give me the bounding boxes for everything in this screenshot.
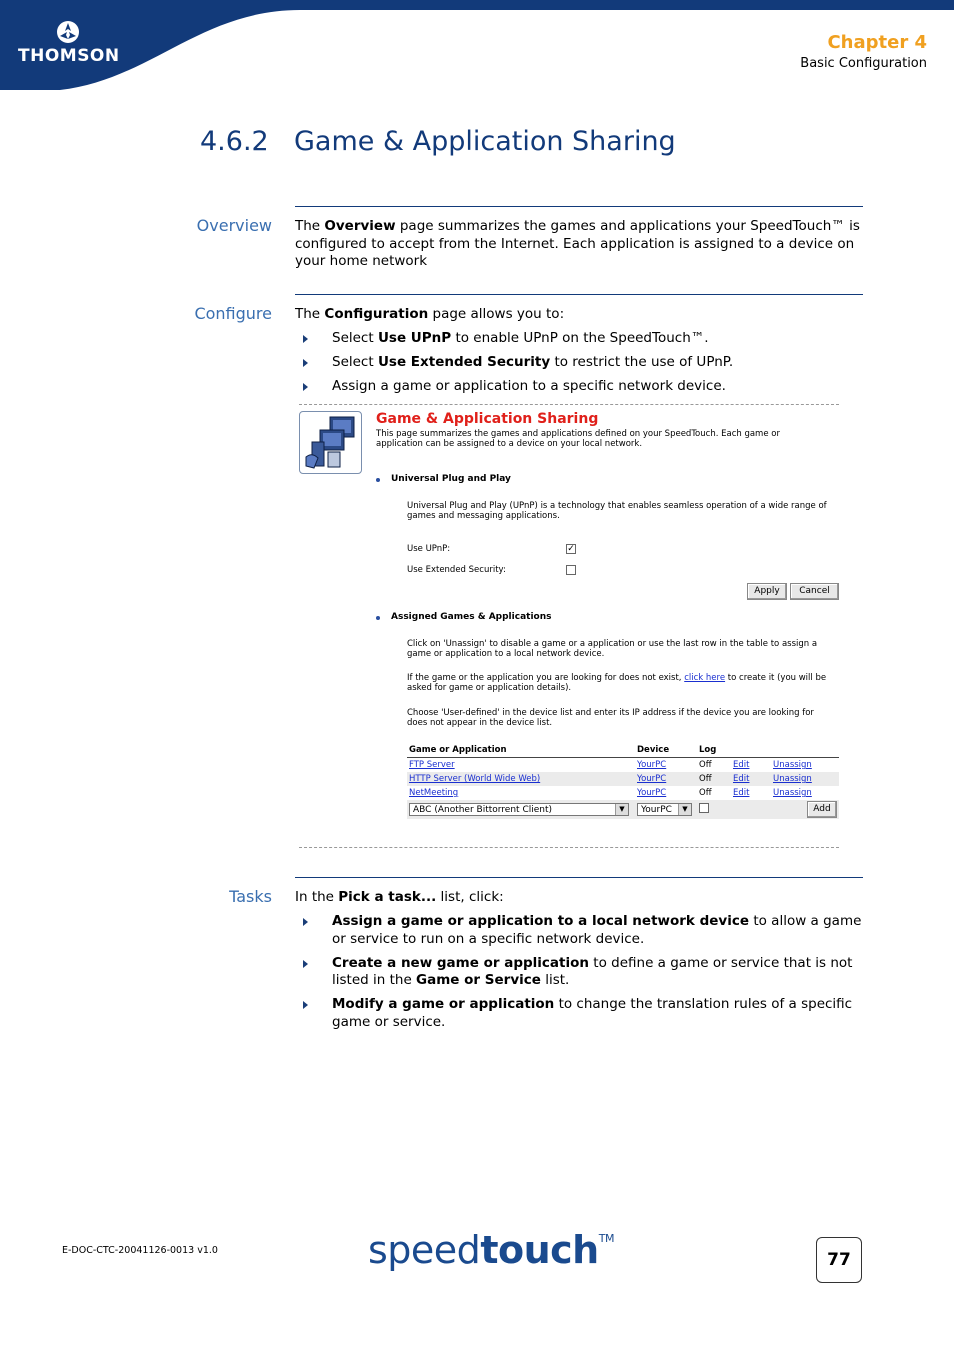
list-item: Select Use UPnP to enable UPnP on the SpeedTouch™. bbox=[295, 330, 865, 348]
speedtouch-logo: speedtouch™ bbox=[368, 1228, 614, 1272]
log-checkbox[interactable] bbox=[699, 803, 709, 813]
configure-intro: The Configuration page allows you to: bbox=[295, 306, 565, 322]
chapter-header bbox=[800, 32, 927, 71]
list-item: Assign a game or application to a specific network device. bbox=[295, 378, 865, 396]
dropdown-arrow-icon: ▼ bbox=[678, 804, 691, 815]
overview-rule bbox=[295, 206, 863, 207]
edit-link[interactable]: Edit bbox=[733, 774, 750, 784]
arrow-bullet-icon bbox=[303, 1001, 308, 1009]
screenshot-bottom-border bbox=[299, 847, 839, 848]
tasks-rule bbox=[295, 877, 863, 878]
device-link[interactable]: YourPC bbox=[637, 760, 667, 770]
device-link[interactable]: YourPC bbox=[637, 788, 667, 798]
list-item: Select Use Extended Security to restrict the use of UPnP. bbox=[295, 354, 865, 372]
configure-rule bbox=[295, 294, 863, 295]
col-unassign bbox=[771, 742, 839, 758]
chapter-number: Chapter 4 bbox=[827, 32, 927, 53]
dropdown-arrow-icon: ▼ bbox=[615, 804, 628, 815]
thomson-logo bbox=[18, 20, 118, 66]
page-number: 77 bbox=[816, 1237, 862, 1283]
app-select[interactable]: ABC (Another Bittorrent Client) ▼ bbox=[409, 803, 629, 816]
section-number: 4.6.2 bbox=[200, 126, 269, 157]
unassign-link[interactable]: Unassign bbox=[773, 774, 812, 784]
col-edit bbox=[731, 742, 771, 758]
table-header-row bbox=[407, 742, 839, 758]
list-item: Assign a game or application to a local network device to allow a game or service to run on a specific network device. bbox=[295, 913, 865, 948]
use-upnp-checkbox[interactable]: ✓ bbox=[567, 544, 575, 554]
section-title bbox=[200, 126, 676, 157]
arrow-bullet-icon bbox=[303, 359, 308, 367]
tasks-heading: Tasks bbox=[229, 887, 272, 906]
ext-security-label: Use Extended Security: bbox=[407, 565, 506, 575]
col-game: Game or Application bbox=[407, 742, 635, 758]
document-id: E-DOC-CTC-20041126-0013 v1.0 bbox=[62, 1245, 218, 1256]
tasks-list bbox=[295, 913, 865, 1031]
arrow-bullet-icon bbox=[303, 960, 308, 968]
device-link[interactable]: YourPC bbox=[637, 774, 667, 784]
computers-icon bbox=[300, 412, 361, 473]
log-value: Off bbox=[697, 772, 731, 786]
table-row bbox=[407, 786, 839, 800]
assigned-heading: Assigned Games & Applications bbox=[391, 612, 552, 622]
tasks-intro: In the Pick a task... list, click: bbox=[295, 889, 504, 905]
app-link[interactable]: NetMeeting bbox=[409, 788, 459, 798]
embedded-screenshot bbox=[299, 408, 839, 838]
use-upnp-label: Use UPnP: bbox=[407, 544, 451, 554]
screenshot-top-border bbox=[299, 404, 839, 405]
overview-heading: Overview bbox=[196, 216, 272, 235]
chapter-subtitle: Basic Configuration bbox=[800, 56, 927, 71]
assigned-para3: Choose 'User-defined' in the device list and enter its IP address if the device you are looking for does not appear in the device list. bbox=[407, 708, 814, 728]
section-name: Game & Application Sharing bbox=[294, 126, 676, 157]
edit-link[interactable]: Edit bbox=[733, 788, 750, 798]
arrow-bullet-icon bbox=[303, 383, 308, 391]
unassign-link[interactable]: Unassign bbox=[773, 788, 812, 798]
assigned-para2: If the game or the application you are looking for does not exist, click here to create it (you will be asked for game or application details). bbox=[407, 673, 827, 693]
screenshot-title: Game & Application Sharing bbox=[376, 411, 599, 427]
upnp-heading: Universal Plug and Play bbox=[391, 474, 511, 484]
device-select[interactable]: YourPC ▼ bbox=[637, 803, 692, 816]
list-item: Modify a game or application to change the translation rules of a specific game or service. bbox=[295, 996, 865, 1031]
add-button[interactable]: Add bbox=[807, 801, 837, 818]
screenshot-desc: This page summarizes the games and applications defined on your SpeedTouch. Each game or application can be assigned to a device on your local network. bbox=[376, 429, 780, 449]
upnp-desc: Universal Plug and Play (UPnP) is a technology that enables seamless operation of a wide range of games and messaging applications. bbox=[407, 501, 827, 521]
game-sharing-icon bbox=[299, 411, 362, 474]
arrow-bullet-icon bbox=[303, 918, 308, 926]
brand-name: THOMSON bbox=[18, 46, 120, 66]
app-link[interactable]: HTTP Server (World Wide Web) bbox=[409, 774, 541, 784]
log-value: Off bbox=[697, 758, 731, 773]
overview-text: The Overview page summarizes the games and applications your SpeedTouch™ is configured to accept from the Internet. Each application is assigned to a device on your home network bbox=[295, 218, 860, 269]
table-row-new bbox=[407, 800, 839, 819]
unassign-link[interactable]: Unassign bbox=[773, 760, 812, 770]
arrow-bullet-icon bbox=[303, 335, 308, 343]
col-log: Log bbox=[697, 742, 731, 758]
edit-link[interactable]: Edit bbox=[733, 760, 750, 770]
apply-button[interactable]: Apply bbox=[747, 583, 787, 600]
table-row bbox=[407, 758, 839, 773]
assigned-para1: Click on 'Unassign' to disable a game or a application or use the last row in the table to assign a game or application to a local network device. bbox=[407, 639, 818, 659]
ext-security-checkbox[interactable] bbox=[566, 565, 576, 575]
configure-list bbox=[295, 330, 865, 396]
log-value: Off bbox=[697, 786, 731, 800]
click-here-link[interactable]: click here bbox=[684, 673, 726, 683]
app-link[interactable]: FTP Server bbox=[409, 760, 455, 770]
games-table bbox=[407, 742, 839, 819]
thomson-logo-icon bbox=[55, 20, 81, 44]
col-device: Device bbox=[635, 742, 697, 758]
configure-heading: Configure bbox=[194, 304, 272, 323]
list-item: Create a new game or application to define a game or service that is not listed in the Game or Service list. bbox=[295, 955, 865, 990]
cancel-button[interactable]: Cancel bbox=[790, 583, 839, 600]
table-row bbox=[407, 772, 839, 786]
